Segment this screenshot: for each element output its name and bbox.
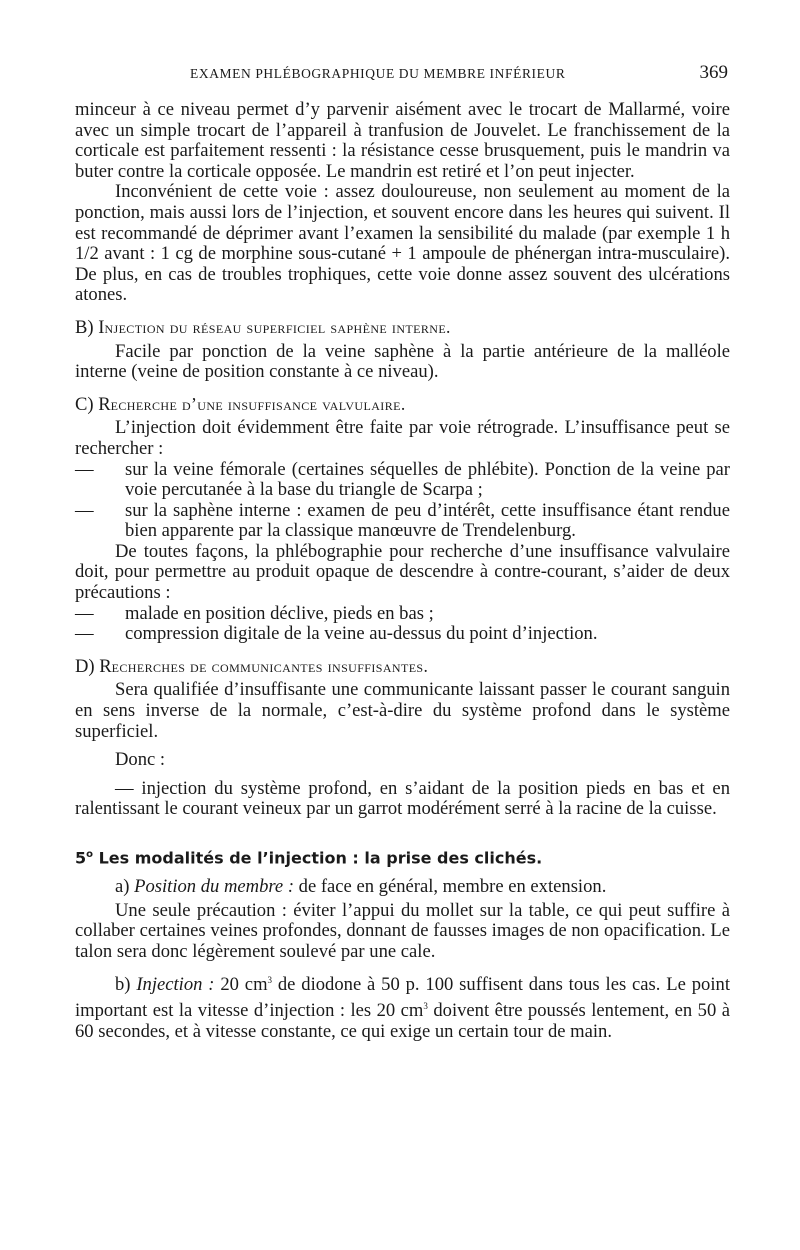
section-5-ordinal: o: [86, 849, 94, 860]
paragraph-a-italic: Position du membre :: [134, 875, 295, 897]
section-5-number: 5: [75, 848, 87, 868]
section-5-title: [75, 845, 730, 869]
superscript-3: 3: [423, 1001, 428, 1012]
paragraph-d3: — injection du système profond, en s’aidant de la position pieds en bas et en ralentissant le courant veineux par un garrot modérément serré à la racine de la cuisse.: [75, 777, 730, 820]
paragraph-b2-text-1: 20 cm: [214, 974, 268, 996]
subheading-b: [75, 317, 730, 339]
paragraph-d1: Sera qualifiée d’insuffisante une communicante laissant passer le courant sanguin en sens inverse de la normale, c’est-à-dire du système profond dans le système superficiel.: [75, 679, 730, 742]
dash-item-c1: [75, 460, 730, 501]
section-5-title-text: Les modalités de l’injection : la prise des clichés.: [93, 848, 543, 868]
subheading-c: [75, 394, 730, 416]
subheading-d-letter: D) R: [75, 655, 112, 677]
paragraph-2: Inconvénient de cette voie : assez douloureuse, non seulement au moment de la ponction, mais aussi lors de l’injection, et souvent encore dans les heures qui suivent. Il est recommandé de déprimer avant l’examen la sensibilité du malade (par exemple 1 h 1/2 avant : 1 cg de morphine sous-cutané + 1 ampoule de phénergan intra-musculaire). De plus, en cas de troubles trophiques, cette voie donne assez souvent des ulcérations atones.: [75, 181, 730, 306]
paragraph-a: [75, 877, 730, 898]
dash-item-c1-text: sur la veine fémorale (certaines séquelles de phlébite). Ponction de la veine par voie percutanée à la base du triangle de Scarpa ;: [125, 458, 730, 501]
subheading-b-letter: B) I: [75, 316, 105, 338]
paragraph-b2-label: b): [115, 974, 137, 996]
paragraph-b2-italic: Injection :: [136, 974, 215, 996]
paragraph-c1: L’injection doit évidemment être faite par voie rétrograde. L’insuffisance peut se rechercher :: [75, 417, 730, 459]
paragraph-b: Facile par ponction de la veine saphène à la partie antérieure de la malléole interne (veine de position constante à ce niveau).: [75, 340, 730, 383]
paragraph-b2-text-2: de diodone à 50 p. 100 suffisent dans tous les cas. Le point important est la vitesse d’injection : les 20 cm: [75, 974, 730, 1022]
subheading-d: [75, 656, 730, 678]
paragraph-b2-text-3: doivent être poussés lentement, en 50 à 60 secondes, et à vitesse constante, ce qui exige un certain tour de main.: [75, 1000, 730, 1042]
paragraph-1: minceur à ce niveau permet d’y parvenir aisément avec le trocart de Mallarmé, voire avec un simple trocart de l’appareil à tranfusion de Jouvelet. Le franchissement de la corticale est parfaitement ressenti : la résistance cesse brusquement, puis le mandrin va buter contre la corticale opposée. Le mandrin est retiré et l’on peut injecter.: [75, 99, 730, 182]
page-header: [0, 60, 800, 90]
subheading-c-letter: C) R: [75, 393, 111, 415]
subheading-d-text: echerches de communicantes insuffisantes.: [111, 655, 429, 676]
superscript-3: 3: [267, 975, 273, 986]
page-number: 369: [699, 62, 728, 83]
dash-mark: —: [75, 499, 94, 521]
subheading-c-text: echerche d’une insuffisance valvulaire.: [110, 393, 406, 414]
dash-item-c4: [75, 624, 730, 645]
dash-item-c3-text: malade en position déclive, pieds en bas ;: [125, 602, 434, 624]
paragraph-c2: De toutes façons, la phlébographie pour recherche d’une insuffisance valvulaire doit, pour permettre au produit opaque de descendre à contre-courant, s’aider de deux précautions :: [75, 540, 730, 604]
dash-mark: —: [75, 623, 94, 645]
dash-item-c4-text: compression digitale de la veine au-dessus du point d’injection.: [125, 623, 598, 645]
paragraph-b2: [75, 970, 730, 1042]
dash-mark: —: [75, 602, 94, 624]
paragraph-a2: Une seule précaution : éviter l’appui du mollet sur la table, ce qui peut suffire à collaber certaines veines profondes, donnant de fausses images de non opacification. Le talon sera donc légèrement soulevé par une cale.: [75, 899, 730, 962]
paragraph-a-label: a): [115, 875, 135, 897]
running-title: EXAMEN PHLÉBOGRAPHIQUE DU MEMBRE INFÉRIEUR: [190, 66, 566, 81]
paragraph-a-text: de face en général, membre en extension.: [294, 875, 607, 897]
body-text: [75, 100, 730, 1042]
paragraph-d2: Donc :: [115, 749, 166, 771]
dash-item-c3: [75, 604, 730, 625]
dash-item-c2-text: sur la saphène interne : examen de peu d’intérêt, cette insuffisance étant rendue bien apparente par la classique manœuvre de Trendelenburg.: [125, 499, 730, 542]
dash-item-c2: [75, 501, 730, 542]
dash-mark: —: [75, 458, 94, 480]
subheading-b-text: njection du réseau superficiel saphène interne.: [104, 316, 451, 337]
